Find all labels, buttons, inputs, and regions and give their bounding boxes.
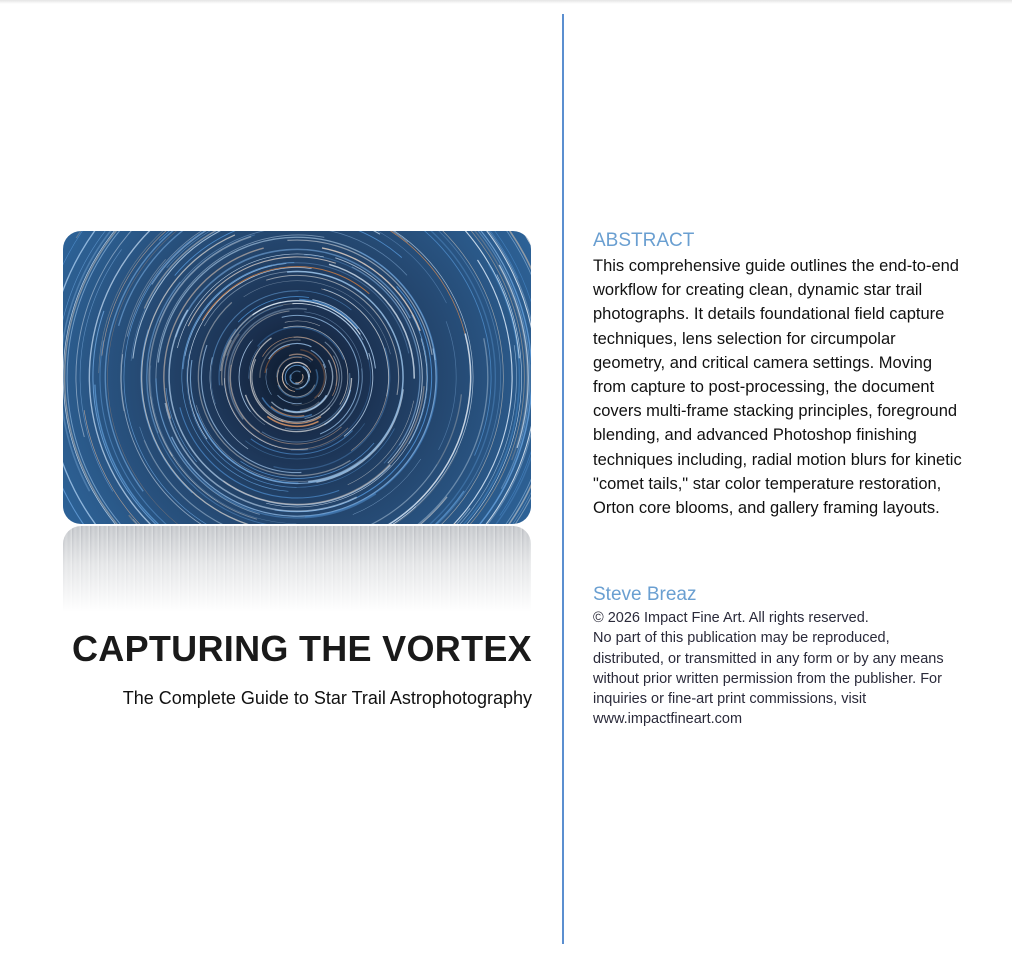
star-trail-arc xyxy=(262,337,337,396)
star-trail-arc xyxy=(305,252,437,517)
star-trail-arc xyxy=(204,271,339,326)
star-trail-arc xyxy=(169,310,390,505)
page-top-shadow xyxy=(0,0,1012,4)
star-trail-arc xyxy=(253,301,361,335)
star-trail-arc xyxy=(185,264,286,357)
star-trail-vortex-photo xyxy=(63,231,531,524)
star-trail-arc xyxy=(266,369,272,395)
star-trail-arc xyxy=(282,372,295,391)
abstract-heading: ABSTRACT xyxy=(593,230,695,251)
star-trail-arc xyxy=(187,351,395,487)
star-trail-arc xyxy=(121,354,416,524)
copyright-block xyxy=(593,608,955,730)
star-trail-arc xyxy=(295,374,303,383)
author-name: Steve Breaz xyxy=(593,584,697,605)
star-trail-arc xyxy=(434,231,503,524)
star-trail-arc xyxy=(198,302,350,475)
copyright-line: © 2026 Impact Fine Art. All rights reserved. xyxy=(593,610,869,626)
star-trail-arc xyxy=(224,301,363,356)
star-trail-arc xyxy=(89,231,373,524)
star-trail-arc xyxy=(224,378,308,450)
abstract-body: This comprehensive guide outlines the end-to-end workflow for creating clean, dynamic star trail photographs. It details foundational field capture techniques, lens selection for circumpolar geometry, and critical camera settings. Moving from capture to post-processing, the document covers multi-frame stacking principles, foreground blending, and advanced Photoshop finishing techniques including, radial motion blurs for kinetic "comet tails," star color temperature restoration, Orton core blooms, and gallery framing layouts. xyxy=(593,257,962,518)
star-trail-arc xyxy=(294,337,337,386)
cover-image-reflection xyxy=(63,526,531,612)
star-trail-arc xyxy=(309,410,531,524)
star-trail-arc xyxy=(221,280,531,524)
star-trail-arc xyxy=(63,231,531,280)
star-trail-arc xyxy=(362,231,525,524)
star-trail-arc xyxy=(276,356,311,377)
star-trail-arc xyxy=(278,231,473,524)
star-trail-arc xyxy=(202,267,369,321)
column-divider xyxy=(562,14,564,944)
cover-image xyxy=(63,231,531,524)
star-trail-arc xyxy=(189,231,531,524)
star-trail-arc xyxy=(291,371,300,379)
star-trail-arc xyxy=(227,304,311,356)
star-trail-arc xyxy=(284,326,348,404)
rights-notice: No part of this publication may be reproduced, distributed, or transmitted in any form or by any means without prior written permission from the publisher. For inquiries or fine-art print commissions, visit www.impactfineart.com xyxy=(593,630,944,728)
star-trail-arc xyxy=(285,321,320,326)
document-title: CAPTURING THE VORTEX xyxy=(71,628,532,669)
document-subtitle: The Complete Guide to Star Trail Astrophotography xyxy=(122,688,532,708)
star-trail-arc xyxy=(285,365,307,384)
